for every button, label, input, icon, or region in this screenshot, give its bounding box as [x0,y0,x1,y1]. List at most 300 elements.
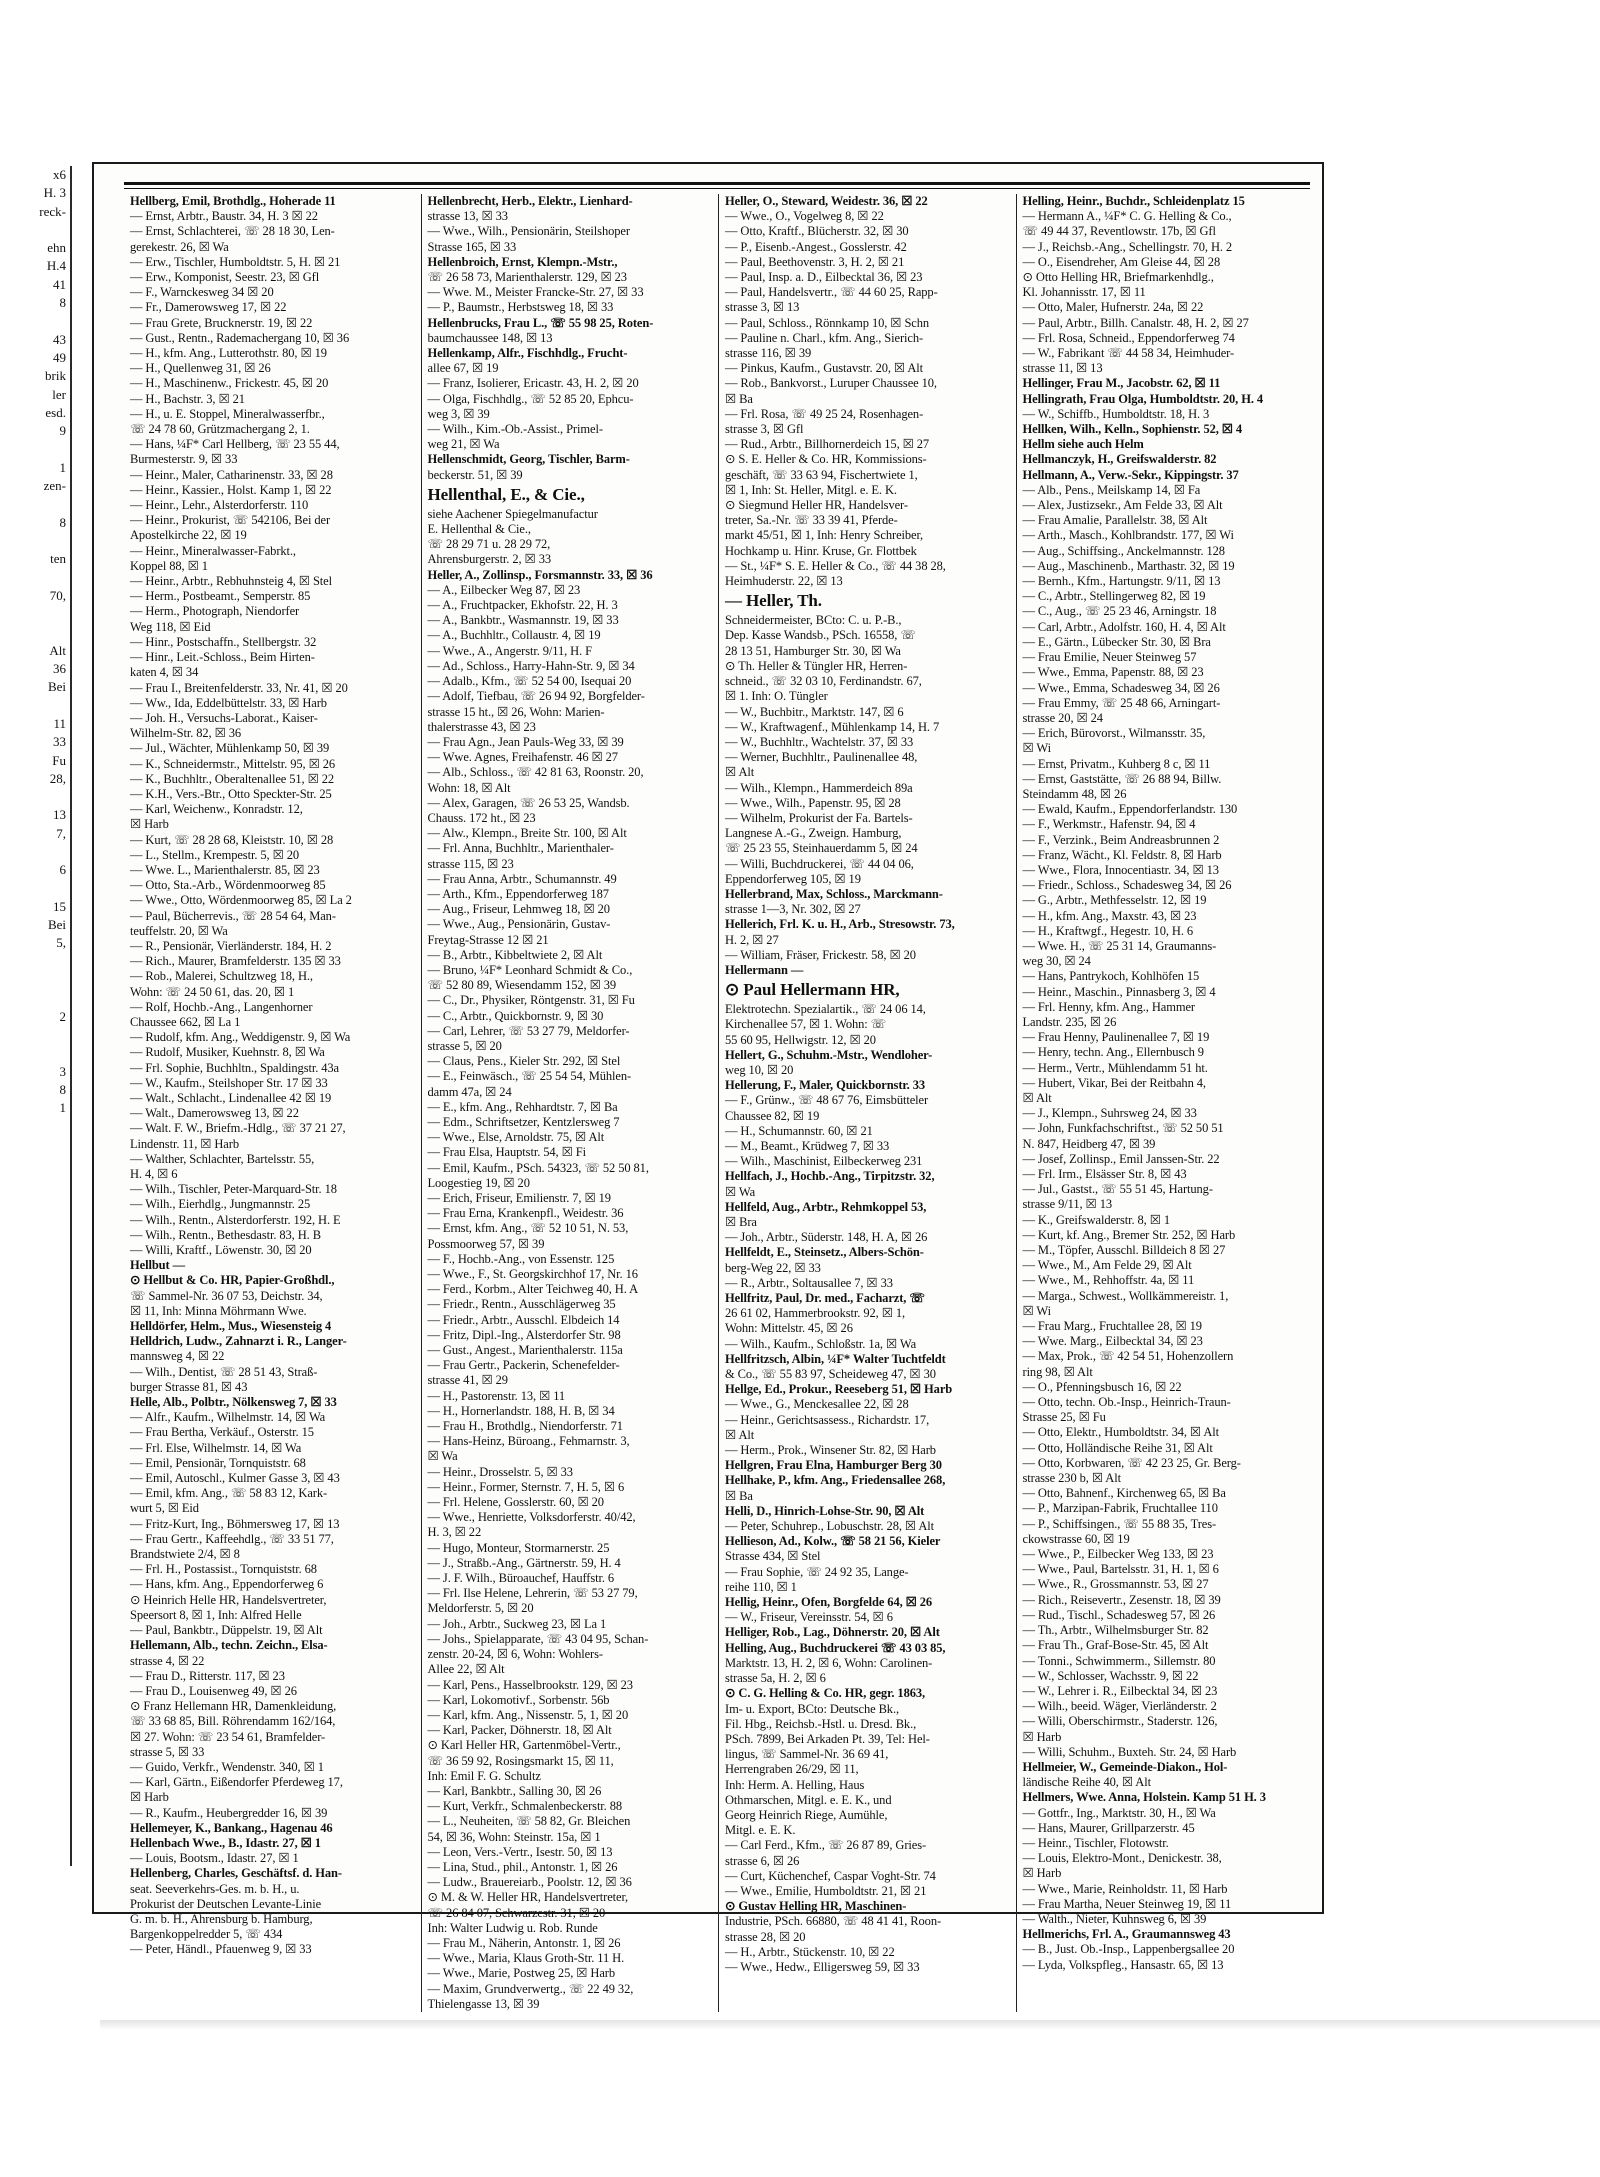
directory-entry: — Aug., Maschinenb., Marthastr. 32, ☒ 19 [1022,558,1235,573]
directory-entry: strasse 230 b, ☒ Alt [1022,1471,1121,1486]
directory-entry: ☒ 1, Inh: St. Heller, Mitgl. e. E. K. [725,482,897,497]
directory-entry: — Frau H., Brothdlg., Niendorferstr. 71 [427,1419,623,1434]
edge-fragment [0,1026,70,1044]
directory-entry: — O., Pfenningsbusch 16, ☒ 22 [1022,1379,1182,1394]
directory-entry: strasse 41, ☒ 29 [427,1373,508,1388]
directory-entry: — Heinr., Former, Sternstr. 7, H. 5, ☒ 6 [427,1479,625,1494]
directory-entry: — Hugo, Monteur, Stormarnerstr. 25 [427,1540,610,1555]
directory-entry: G. m. b. H., Ahrensburg b. Hamburg, [130,1911,313,1926]
directory-entry: — Carl Ferd., Kfm., ☏ 26 87 89, Gries- [725,1838,927,1853]
edge-fragment: Alt [49,642,66,658]
directory-entry: — Otto, Korbwaren, ☏ 42 23 25, Gr. Berg- [1022,1455,1241,1470]
edge-fragment: Bei [47,917,66,933]
entry-heading: Helldrich, Ludw., Zahnarzt i. R., Langer- [130,1334,347,1349]
directory-entry: — Leon, Vers.-Vertr., Isestr. 50, ☒ 13 [427,1844,613,1859]
directory-entry: — Alb., Schloss., ☏ 42 81 63, Roonstr. 20, [427,765,644,780]
directory-entry: — Herm., Postbeamt., Semperstr. 85 [130,589,311,604]
directory-entry: — Frau Gertr., Packerin, Schenefelder- [427,1358,620,1373]
directory-entry: Ahrensburgerstr. 2, ☒ 33 [427,552,551,567]
entry-heading: Hellemann, Alb., techn. Zeichn., Elsa- [130,1638,328,1653]
directory-entry: — Hermann A., ¼F* C. G. Helling & Co., [1022,209,1232,224]
entry-heading: Hellert, G., Schuhm.-Mstr., Wendloher- [725,1047,933,1062]
directory-entry: Loogestieg 19, ☒ 20 [427,1175,530,1190]
directory-entry: — Emil, Kaufm., PSch. 54323, ☏ 52 50 81, [427,1160,649,1175]
directory-entry: Wohn: Mittelstr. 45, ☒ 26 [725,1321,853,1336]
directory-entry: — Otto, Kraftf., Blücherstr. 32, ☒ 30 [725,224,909,239]
directory-entry: — H., Hornerlandstr. 188, H. B, ☒ 34 [427,1403,615,1418]
edge-fragment [0,440,70,458]
directory-entry: — W., Schlosser, Wachsstr. 9, ☒ 22 [1022,1668,1199,1683]
directory-entry: — W., Friseur, Vereinsstr. 54, ☒ 6 [725,1610,893,1625]
directory-columns [124,194,1314,2011]
directory-entry: — Adalb., Kfm., ☏ 52 54 00, Isequai 20 [427,674,632,689]
directory-entry: 28 13 51, Hamburger Str. 30, ☒ Wa [725,643,901,658]
edge-fragment: 1 [59,1100,66,1116]
directory-entry: — Wwe., M., Rehhoffstr. 4a, ☒ 11 [1022,1273,1195,1288]
directory-entry: thalerstrasse 43, ☒ 23 [427,719,536,734]
directory-entry: — W., Kraftwagenf., Mühlenkamp 14, H. 7 [725,719,940,734]
directory-entry: Lindenstr. 11, ☒ Harb [130,1136,239,1151]
directory-entry: — Fritz-Kurt, Ing., Böhmersweg 17, ☒ 13 [130,1516,340,1531]
directory-entry: — Otto, Bahnenf., Kirchenweg 65, ☒ Ba [1022,1486,1226,1501]
directory-entry: — Rob., Bankvorst., Luruper Chaussee 10, [725,376,937,391]
directory-entry: — Bruno, ¼F* Leonhard Schmidt & Co., [427,962,633,977]
directory-entry: markt 45/51, ☒ 1, Inh: Henry Schreiber, [725,528,924,543]
directory-entry: — K., Schneidermstr., Mittelstr. 95, ☒ 26 [130,756,336,771]
edge-fragment [0,495,70,513]
directory-entry: — Erich, Friseur, Emilienstr. 7, ☒ 19 [427,1191,611,1205]
directory-entry: — F., Hochb.-Ang., von Essenstr. 125 [427,1251,615,1266]
directory-entry: — K.H., Vers.-Btr., Otto Speckter-Str. 25 [130,786,332,801]
directory-entry: — H., Pastorenstr. 13, ☒ 11 [427,1388,566,1403]
directory-entry: — Kurt, ☏ 28 28 68, Kleiststr. 10, ☒ 28 [130,832,334,847]
edge-fragment: 5, [56,935,66,951]
directory-entry: — Wwe. Agnes, Freihafenstr. 46 ☒ 27 [427,750,618,765]
directory-entry: — Wilh., Dentist, ☏ 28 51 43, Straß- [130,1364,318,1379]
directory-entry: — Alex, Justizsekr., Am Felde 33, ☒ Alt [1022,498,1223,513]
top-rule-thin [124,188,1310,189]
directory-entry: damm 47a, ☒ 24 [427,1084,512,1099]
directory-entry: — H., Bachstr. 3, ☒ 21 [130,391,245,406]
edge-fragment: zen- [43,478,66,494]
entry-heading: Hellenberg, Charles, Geschäftsf. d. Han- [130,1866,342,1881]
directory-entry: — Kurt, kf. Ang., Bremer Str. 252, ☒ Harb [1022,1227,1236,1242]
directory-entry: — Heinr., Mineralwasser-Fabrkt., [130,543,296,558]
directory-entry: — Frau Marg., Fruchtallee 28, ☒ 19 [1022,1319,1202,1334]
directory-entry: — H., Kraftwgf., Hegestr. 10, H. 6 [1022,923,1194,938]
entry-heading: Hellenbrecht, Herb., Elektr., Lienhard- [427,194,633,208]
directory-entry: — Wwe., R., Grossmannstr. 53, ☒ 27 [1022,1577,1209,1592]
edge-fragment [0,605,70,623]
directory-entry: teuffelstr. 20, ☒ Wa [130,923,228,938]
entry-heading: Hellmerichs, Frl. A., Graumannsweg 43 [1022,1927,1231,1942]
directory-entry: — F., Grünw., ☏ 48 67 76, Eimsbütteler [725,1093,929,1108]
directory-entry: ☒ Ba [725,391,753,406]
directory-entry: — Karl, kfm. Ang., Nissenstr. 5, 1, ☒ 20 [427,1707,629,1722]
directory-entry: strasse 6, ☒ 26 [725,1853,800,1868]
directory-entry: Schneidermeister, BCto: C. u. P.-B., [725,613,902,628]
directory-entry: — Josef, Zollinsp., Emil Janssen-Str. 22 [1022,1151,1220,1166]
directory-entry: — Jul., Wächter, Mühlenkamp 50, ☒ 39 [130,741,330,756]
directory-entry: — Emil, Autoschl., Kulmer Gasse 3, ☒ 43 [130,1471,340,1486]
directory-entry: Wilhelm-Str. 82, ☒ 36 [130,726,242,741]
directory-entry: Herrengraben 26/29, ☒ 11, [725,1762,859,1777]
top-rule [124,182,1310,185]
edge-fragment [0,953,70,971]
directory-entry: — Wwe. M., Meister Francke-Str. 27, ☒ 33 [427,285,644,300]
directory-entry: — Wwe., Else, Arnoldstr. 75, ☒ Alt [427,1130,605,1145]
directory-entry: — Erich, Bürovorst., Wilmansstr. 35, [1022,726,1206,741]
directory-entry: — Heinr., Prokurist, ☏ 542106, Bei der [130,513,331,528]
entry-heading: Hellhake, P., kfm. Ang., Friedensallee 268, [725,1473,946,1488]
edge-fragment: 9 [59,423,66,439]
entry-heading: Hellieson, Ad., Kolw., ☏ 58 21 56, Kieler [725,1534,941,1549]
directory-entry: — A., Eilbecker Weg 87, ☒ 23 [427,582,581,597]
directory-entry: ⊙ Th. Heller & Tüngler HR, Herren- [725,658,908,673]
directory-entry: — E., kfm. Ang., Rehhardtstr. 7, ☒ Ba [427,1099,618,1114]
directory-entry: Kirchenallee 57, ☒ 1. Wohn: ☏ [725,1017,887,1032]
directory-entry: — Louis, Elektro-Mont., Denickestr. 38, [1022,1851,1222,1866]
directory-entry: — W., Kaufm., Steilshoper Str. 17 ☒ 33 [130,1075,328,1090]
directory-entry: — Frau D., Louisenweg 49, ☒ 26 [130,1683,297,1698]
directory-entry: — Wilh., Tischler, Peter-Marquard-Str. 18 [130,1182,337,1197]
directory-entry: Thielengasse 13, ☒ 39 [427,1996,540,2011]
directory-entry: — Fritz, Dipl.-Ing., Alsterdorfer Str. 98 [427,1327,621,1342]
edge-fragment [0,1044,70,1062]
edge-fragment: ler [52,386,66,402]
directory-entry: — K., Greifswalderstr. 8, ☒ 1 [1022,1212,1171,1227]
directory-entry: strasse 28, ☒ 20 [725,1929,806,1944]
entry-heading: Hellmeier, W., Gemeinde-Diakon., Hol- [1022,1759,1228,1774]
directory-entry: — B., Just. Ob.-Insp., Lappenbergsallee 20 [1022,1942,1235,1957]
directory-entry: berg-Weg 22, ☒ 33 [725,1260,821,1275]
directory-entry: — Wwe., Henriette, Volksdorferstr. 40/42, [427,1510,636,1525]
directory-entry: — Pinkus, Kaufm., Gustavstr. 20, ☒ Alt [725,361,924,376]
directory-entry: ☏ 25 23 55, Steinhauerdamm 5, ☒ 24 [725,841,918,856]
directory-entry: geschäft, ☏ 33 63 94, Fischertwiete 1, [725,467,918,482]
directory-entry: strasse 4, ☒ 22 [130,1653,205,1668]
directory-entry: — Pauline n. Charl., kfm. Ang., Sierich- [725,330,924,345]
edge-fragment: 36 [53,661,66,677]
directory-entry: ☒ Harb [1022,1866,1062,1881]
directory-entry: strasse 15 ht., ☒ 26, Wohn: Marien- [427,704,605,719]
entry-heading: Hellfeld, Aug., Arbtr., Rehmkoppel 53, [725,1199,927,1214]
entry-heading: Hellmann, A., Verw.-Sekr., Kippingstr. 37 [1022,467,1239,482]
entry-heading: Hellfach, J., Hochb.-Ang., Tirpitzstr. 32, [725,1169,935,1184]
directory-entry: ländische Reihe 40, ☒ Alt [1022,1775,1151,1790]
directory-entry: — Frau Martha, Neuer Steinweg 19, ☒ 11 [1022,1896,1232,1911]
directory-entry: — Ad., Schloss., Harry-Hahn-Str. 9, ☒ 34 [427,658,635,673]
directory-entry: — Walt., Damerowsweg 13, ☒ 22 [130,1106,299,1121]
directory-entry: — Paul, Beethovenstr. 3, H. 2, ☒ 21 [725,254,905,269]
directory-entry: — M., Töpfer, Ausschl. Billdeich 8 ☒ 27 [1022,1243,1226,1258]
directory-entry: H. 4, ☒ 6 [130,1167,178,1181]
directory-entry: seat. Seeverkehrs-Ges. m. b. H., u. [130,1881,300,1896]
directory-entry: Prokurist der Deutschen Levante-Linie [130,1896,322,1911]
directory-entry: ☏ 52 80 89, Wiesendamm 152, ☒ 39 [427,978,617,993]
directory-entry: — Frau Th., Graf-Bose-Str. 45, ☒ Alt [1022,1638,1209,1653]
directory-entry: — Ludw., Brauereiarb., Poolstr. 12, ☒ 36 [427,1875,632,1890]
directory-entry: — H., Maschinenw., Frickestr. 45, ☒ 20 [130,376,329,391]
edge-fragment: Fu [52,752,66,768]
directory-entry: — R., Arbtr., Soltausallee 7, ☒ 33 [725,1275,893,1290]
directory-entry: — Otto, Maler, Hufnerstr. 24a, ☒ 22 [1022,300,1204,315]
directory-entry: — W., Schiffb., Humboldtstr. 18, H. 3 [1022,406,1210,421]
directory-entry: — F., Warnckesweg 34 ☒ 20 [130,285,274,300]
directory-entry: — Otto, Elektr., Humboldtstr. 34, ☒ Alt [1022,1425,1220,1440]
directory-entry: weg 3, ☒ 39 [427,406,490,421]
directory-entry: — Louis, Bootsm., Idastr. 27, ☒ 1 [130,1851,299,1866]
directory-entry: ⊙ S. E. Heller & Co. HR, Kommissions- [725,452,927,467]
directory-entry: Chaussee 82, ☒ 19 [725,1108,820,1123]
directory-entry: ☏ 28 29 71 u. 28 29 72, [427,537,551,552]
directory-entry: — Rob., Malerei, Schultzweg 18, H., [130,969,313,984]
directory-entry: — Emil, Pensionär, Tornquiststr. 68 [130,1455,306,1470]
directory-entry: — R., Pensionär, Vierländerstr. 184, H. 2 [130,938,332,953]
edge-fragment: 8 [59,295,66,311]
directory-entry: — J., Straßb.-Ang., Gärtnerstr. 59, H. 4 [427,1555,621,1570]
directory-entry: baumchaussee 148, ☒ 13 [427,330,553,345]
entry-heading: Hellbut — [130,1258,186,1273]
directory-entry: Strasse 25, ☒ Fu [1022,1410,1106,1425]
directory-entry: — Lyda, Volkspfleg., Hansastr. 65, ☒ 13 [1022,1957,1224,1972]
directory-entry: H. 3, ☒ 22 [427,1525,482,1540]
directory-entry: — H., Quellenweg 31, ☒ 26 [130,361,271,376]
directory-entry: Langnese A.-G., Zweign. Hamburg, [725,826,902,841]
directory-entry: allee 67, ☒ 19 [427,361,499,376]
edge-fragment: 43 [53,331,66,347]
directory-entry: burger Strasse 81, ☒ 43 [130,1379,248,1394]
directory-entry: — P., Eisenb.-Angest., Gosslerstr. 42 [725,239,907,254]
directory-entry: — Rich., Reisevertr., Zesenstr. 18, ☒ 39 [1022,1592,1221,1607]
directory-entry: — Rolf, Hochb.-Ang., Langenhorner [130,999,313,1014]
directory-entry: — Maxim, Grundverwertg., ☏ 22 49 32, [427,1981,634,1996]
directory-entry: — Marga., Schwest., Wollkämmereistr. 1, [1022,1288,1229,1303]
edge-fragment: ehn [47,240,66,256]
directory-entry: — E., Feinwäsch., ☏ 25 54 54, Mühlen- [427,1069,632,1084]
entry-heading: Hellerbrand, Max, Schloss., Marckmann- [725,886,943,901]
directory-entry: ckowstrasse 60, ☒ 19 [1022,1531,1130,1546]
directory-entry: mannsweg 4, ☒ 22 [130,1349,225,1364]
directory-entry: — Gottfr., Ing., Marktstr. 30, H., ☒ Wa [1022,1805,1216,1820]
directory-entry: — R., Kaufm., Heubergredder 16, ☒ 39 [130,1805,328,1820]
directory-entry: — Lina, Stud., phil., Antonstr. 1, ☒ 26 [427,1859,618,1874]
directory-entry: ☒ 1. Inh: O. Tüngler [725,689,828,704]
edge-fragment [0,788,70,806]
directory-entry: — Wilhelm, Prokurist der Fa. Bartels- [725,810,913,825]
edge-fragment [0,532,70,550]
directory-entry: — Otto, Sta.-Arb., Wördenmoorweg 85 [130,878,326,893]
directory-entry: strasse 1—3, Nr. 302, ☒ 27 [725,902,861,917]
directory-entry: Strasse 165, ☒ 33 [427,239,517,254]
directory-entry: — L., Stellm., Krempestr. 5, ☒ 20 [130,847,300,862]
entry-heading: ⊙ C. G. Helling & Co. HR, gegr. 1863, [725,1686,926,1701]
directory-entry: Eppendorferweg 105, ☒ 19 [725,871,861,886]
directory-entry: — Friedr., Arbtr., Ausschl. Elbdeich 14 [427,1312,620,1327]
edge-fragment: 2 [59,1008,66,1024]
directory-entry: PSch. 7899, Bei Arkaden Pt. 39, Tel: Hel- [725,1731,930,1746]
directory-entry: — Frau Anna, Arbtr., Schumannstr. 49 [427,871,617,886]
directory-entry: ☏ 26 58 73, Marienthalerstr. 129, ☒ 23 [427,270,627,285]
directory-entry: schneid., ☏ 32 03 10, Ferdinandstr. 67, [725,674,922,689]
directory-entry: — Heinr., Lehr., Alsterdorferstr. 110 [130,498,309,513]
edge-fragment: H. 3 [43,185,66,201]
directory-entry: — Wwe. H., ☏ 25 31 14, Graumanns- [1022,938,1217,953]
directory-entry: ☒ Wa [427,1449,458,1464]
directory-entry: H. 2, ☒ 27 [725,932,779,947]
directory-entry: — Walt., Schlacht., Lindenallee 42 ☒ 19 [130,1090,332,1105]
directory-entry: — Wwe., M., Am Felde 29, ☒ Alt [1022,1258,1192,1273]
directory-entry: strasse 116, ☒ 39 [725,346,812,361]
entry-heading: Hellinger, Frau M., Jacobstr. 62, ☒ 11 [1022,376,1221,391]
directory-entry: siehe Aachener Spiegelmanufactur [427,506,598,521]
directory-entry: — Aug., Friseur, Lehmweg 18, ☒ 20 [427,902,610,917]
directory-entry: — F., Verzink., Beim Andreasbrunnen 2 [1022,832,1220,847]
directory-entry: — O., Eisendreher, Am Gleise 44, ☒ 28 [1022,254,1221,269]
directory-entry: Freytag-Strasse 12 ☒ 21 [427,932,549,947]
directory-entry: Heimhuderstr. 22, ☒ 13 [725,574,843,589]
directory-entry: Speersort 8, ☒ 1, Inh: Alfred Helle [130,1607,302,1622]
edge-fragment [0,312,70,330]
directory-entry: — Heinr., Maler, Catharinenstr. 33, ☒ 28 [130,467,333,482]
entry-heading: Hellerich, Frl. K. u. H., Arb., Stresowstr. 73, [725,917,955,932]
directory-entry: — Walther, Schlachter, Bartelsstr. 55, [130,1151,315,1166]
directory-entry: 54, ☒ 36, Wohn: Steinstr. 15a, ☒ 1 [427,1829,601,1844]
directory-entry: ☒ Alt [725,1427,755,1442]
directory-entry: — M., Beamt., Krüdweg 7, ☒ 33 [725,1138,890,1153]
directory-entry: — Frau I., Breitenfelderstr. 33, Nr. 41, ☒ 20 [130,680,348,695]
directory-entry: Im- u. Export, BCto: Deutsche Bk., [725,1701,900,1716]
directory-entry: — William, Fräser, Frickestr. 58, ☒ 20 [725,947,916,962]
directory-entry: — Wwe., Emma, Papenstr. 88, ☒ 23 [1022,665,1204,680]
directory-entry: — Frl. Ilse Helene, Lehrerin, ☏ 53 27 79, [427,1586,638,1601]
directory-entry: — Frau Grete, Brucknerstr. 19, ☒ 22 [130,315,313,330]
directory-entry: Dep. Kasse Wandsb., PSch. 16558, ☏ [725,628,916,643]
directory-entry: — Tonni., Schwimmerm., Sillemstr. 80 [1022,1653,1216,1668]
directory-entry: ☒ Bra [725,1215,757,1229]
directory-entry: gerekestr. 26, ☒ Wa [130,239,229,254]
directory-entry: — Frl. H., Postassist., Tornquiststr. 68 [130,1562,317,1577]
directory-entry: — Erw., Komponist, Seestr. 23, ☒ Gfl [130,270,320,285]
directory-entry: — Wilh., Rentn., Bethesdastr. 83, H. B [130,1227,321,1242]
directory-entry: weg 21, ☒ Wa [427,437,500,452]
directory-entry: — Hubert, Vikar, Bei der Reitbahn 4, [1022,1075,1206,1090]
directory-entry: — P., Schiffsingen., ☏ 55 88 35, Tres- [1022,1516,1217,1531]
directory-entry: Chaussee 662, ☒ La 1 [130,1014,241,1029]
directory-entry: ☒ Wa [725,1184,756,1199]
directory-entry: — W., Fabrikant ☏ 44 58 34, Heimhuder- [1022,346,1235,361]
entry-heading: Hellerung, F., Maler, Quickbornstr. 33 [725,1078,926,1093]
directory-entry: — Ferd., Korbm., Alter Teichweg 40, H. A [427,1282,638,1297]
directory-entry: — Wwe., O., Vogelweg 8, ☒ 22 [725,209,884,224]
edge-fragment [0,989,70,1007]
directory-entry: — Hinr., Leit.-Schloss., Beim Hirten- [130,650,315,665]
directory-entry: strasse 3, ☒ 13 [725,300,800,315]
directory-entry: Elektrotechn. Spezialartik., ☏ 24 06 14, [725,1002,926,1017]
directory-entry: — Carl, Lehrer, ☏ 53 27 79, Meldorfer- [427,1023,630,1038]
directory-entry: — Frl. Sophie, Buchhltn., Spaldingstr. 43a [130,1060,339,1075]
directory-entry: — Paul, Schloss., Rönnkamp 10, ☒ Schn [725,315,930,330]
directory-entry: E. Hellenthal & Cie., [427,522,531,537]
directory-entry: — Karl, Weichenw., Konradstr. 12, [130,802,303,817]
directory-entry: — A., Fruchtpacker, Ekhofstr. 22, H. 3 [427,598,618,613]
directory-entry: ☒ Ba [725,1488,753,1503]
directory-entry: — Paul, Insp. a. D., Eilbecktal 36, ☒ 23 [725,270,923,285]
entry-heading: Hellingrath, Frau Olga, Humboldtstr. 20, H. 4 [1022,391,1264,406]
directory-entry: — W., Buchbitr., Marktstr. 147, ☒ 6 [725,704,904,719]
edge-fragment: 8 [59,514,66,530]
directory-entry: ☏ 26 84 07, Schwarzestr. 31, ☒ 20 [427,1905,606,1920]
edge-fragment: 28, [49,770,66,786]
edge-fragment: x6 [53,167,66,182]
edge-fragment: reck- [39,203,66,219]
directory-entry: strasse 13, ☒ 33 [427,209,508,224]
directory-entry: — A., Buchhltr., Collaustr. 4, ☒ 19 [427,628,601,643]
column-2 [422,194,720,2012]
directory-entry: Hochkamp u. Hinr. Kruse, Gr. Flottbek [725,543,917,558]
directory-entry: — Frl. Rosa, ☏ 49 25 24, Rosenhagen- [725,406,924,421]
directory-entry: — A., Bankbtr., Wasmannstr. 19, ☒ 33 [427,613,619,628]
directory-entry: — Wwe., Flora, Innocentiastr. 34, ☒ 13 [1022,862,1219,877]
entry-heading: Hellgren, Frau Elna, Hamburger Berg 30 [725,1458,942,1473]
directory-entry: — Walt. F. W., Briefm.-Hdlg., ☏ 37 21 27, [130,1121,346,1136]
directory-entry: — Rudolf, kfm. Ang., Weddigenstr. 9, ☒ Wa [130,1030,351,1045]
directory-entry: Wohn: ☏ 24 50 61, das. 20, ☒ 1 [130,984,295,999]
directory-entry: — Willi, Buchdruckerei, ☏ 44 04 06, [725,856,914,871]
page-shadow [100,2020,1600,2030]
directory-entry: — Paul, Bankbtr., Düppelstr. 19, ☒ Alt [130,1623,323,1638]
directory-entry: — Frau Henny, Paulinenallee 7, ☒ 19 [1022,1030,1210,1045]
directory-entry: — Wwe., P., Eilbecker Weg 133, ☒ 23 [1022,1547,1214,1562]
directory-entry: — Alb., Pens., Meilskamp 14, ☒ Fa [1022,482,1201,497]
directory-entry: — J. F. Wilh., Büroauchef, Hauffstr. 6 [427,1571,615,1586]
directory-entry: — Guido, Verkfr., Wendenstr. 340, ☒ 1 [130,1759,324,1774]
column-3 [719,194,1017,2012]
entry-heading: Helldörfer, Helm., Mus., Wiesensteig 4 [130,1319,332,1334]
directory-entry: — Peter, Händl., Pfauenweg 9, ☒ 33 [130,1942,312,1957]
directory-entry: — Frau Emilie, Neuer Steinweg 57 [1022,650,1197,665]
directory-entry: — Heinr., Arbtr., Rebhuhnsteig 4, ☒ Stel [130,574,332,589]
directory-entry: — Willi, Kraftf., Löwenstr. 30, ☒ 20 [130,1243,312,1258]
directory-entry: — Rud., Arbtr., Billhornerdeich 15, ☒ 27 [725,437,930,452]
directory-entry: — Wilh., beeid. Wäger, Vierländerstr. 2 [1022,1699,1217,1714]
edge-fragment [0,569,70,587]
directory-entry: — Karl, Gärtn., Eißendorfer Pferdeweg 17, [130,1775,343,1790]
directory-entry: N. 847, Heidberg 47, ☒ 39 [1022,1136,1156,1151]
entry-heading: Hellfritzsch, Albin, ¼F* Walter Tuchtfeldt [725,1351,946,1366]
directory-entry: ☒ Harb [130,1790,169,1805]
directory-entry: — Jul., Gastst., ☏ 55 51 45, Hartung- [1022,1182,1213,1197]
directory-entry: Marktstr. 13, H. 2, ☒ 6, Wohn: Carolinen- [725,1655,933,1670]
directory-entry: Georg Heinrich Riege, Aumühle, [725,1807,888,1822]
directory-entry: — Joh., Arbtr., Süderstr. 148, H. A, ☒ 26 [725,1230,928,1245]
directory-entry: — P., Baumstr., Herbstsweg 18, ☒ 33 [427,300,614,315]
directory-entry: — Wwe., Marie, Reinholdstr. 11, ☒ Harb [1022,1881,1228,1896]
directory-entry: Inh: Emil F. G. Schultz [427,1768,541,1783]
directory-entry: Allee 22, ☒ Alt [427,1662,505,1677]
directory-entry: strasse 5, ☒ 33 [130,1744,205,1759]
directory-entry: — Frau Gertr., Kaffeehdlg., ☏ 33 51 77, [130,1531,334,1546]
directory-entry: — Karl, Lokomotivf., Sorbenstr. 56b [427,1692,610,1707]
directory-entry: ⊙ Heinrich Helle HR, Handelsvertreter, [130,1592,327,1607]
directory-entry: beckerstr. 51, ☒ 39 [427,467,523,482]
directory-entry: — Wilh., Klempn., Hammerdeich 89a [725,780,913,795]
directory-entry: — Fr., Damerowsweg 17, ☒ 22 [130,300,287,315]
directory-entry: — Frl. Helene, Gosslerstr. 60, ☒ 20 [427,1495,604,1510]
edge-fragment: H.4 [46,258,66,274]
directory-entry: ⊙ Otto Helling HR, Briefmarkenhdlg., [1022,270,1214,285]
edge-fragment: 6 [59,862,66,878]
